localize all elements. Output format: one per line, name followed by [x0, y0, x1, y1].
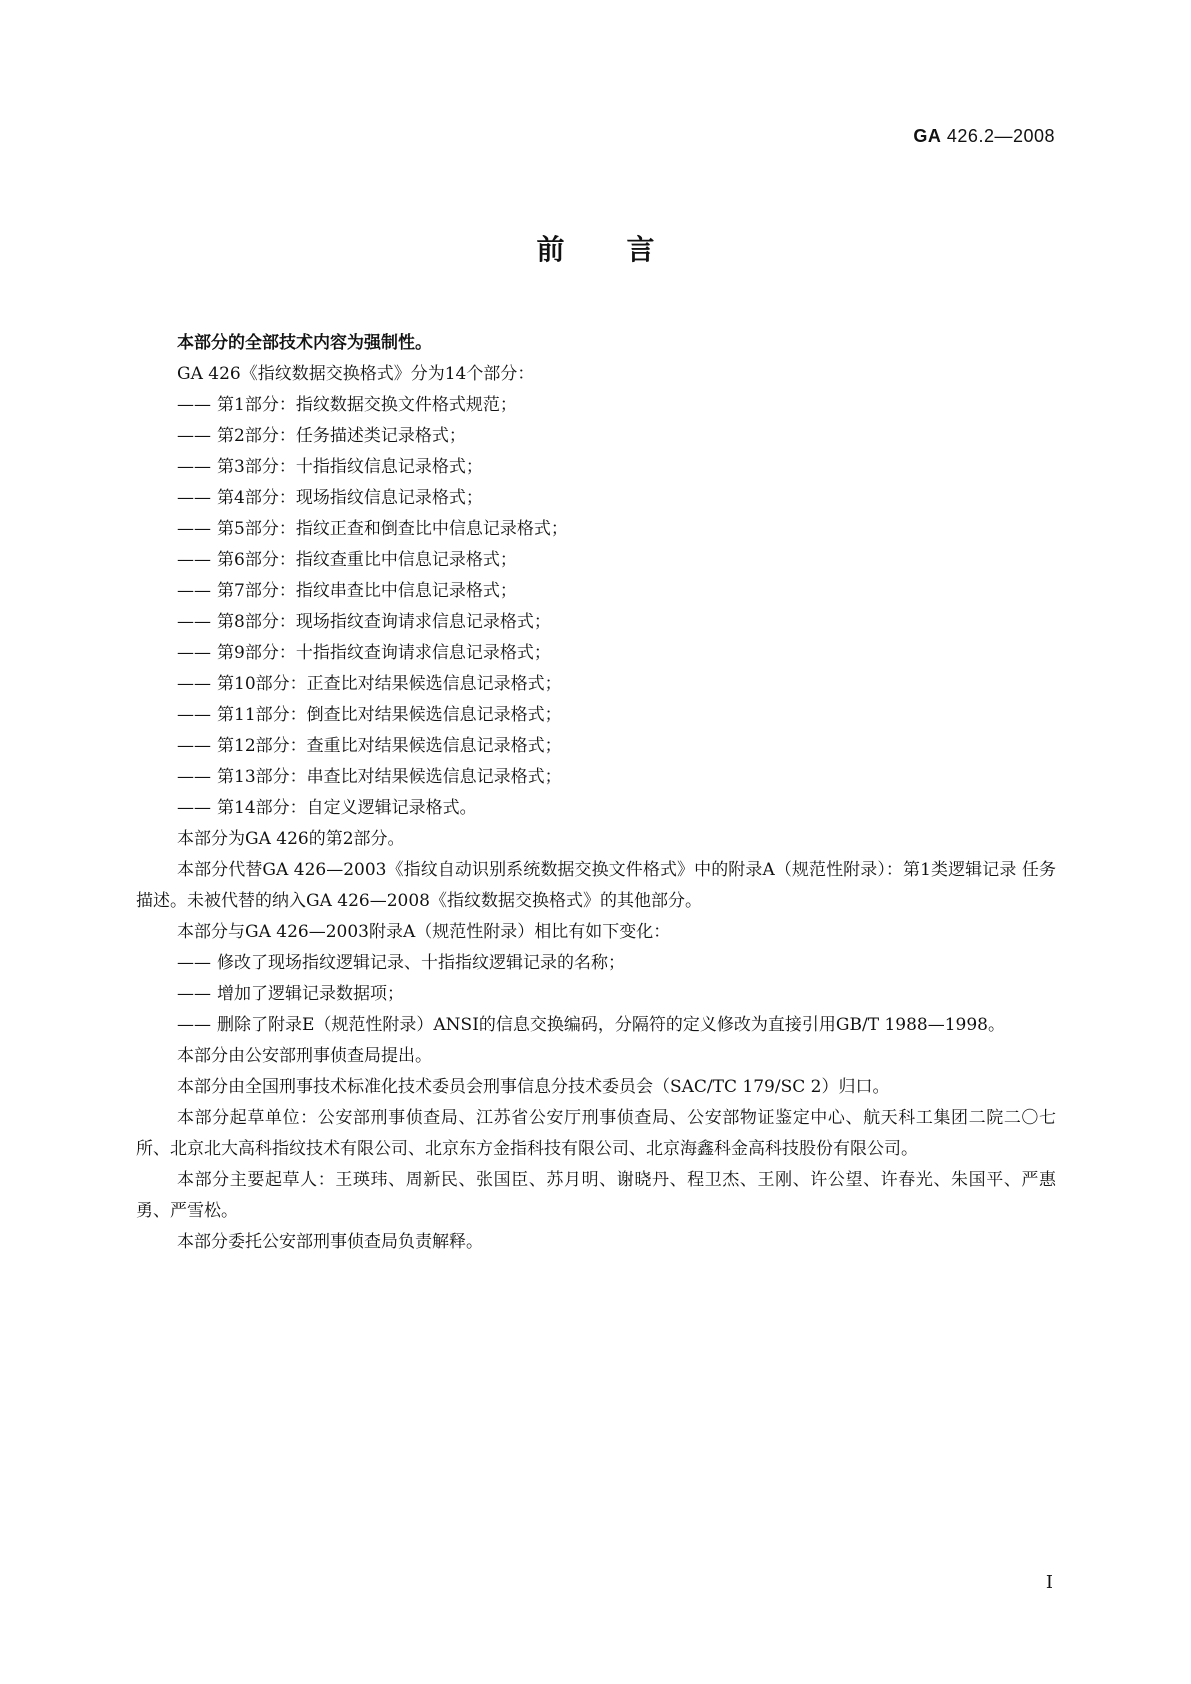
paragraph: 本部分与GA 426—2003附录A（规范性附录）相比有如下变化： — [177, 922, 671, 942]
list-item-text: 第12部分：查重比对结果候选信息记录格式； — [217, 736, 562, 756]
dash-marker: —— — [177, 488, 211, 508]
list-item — [136, 979, 1056, 1010]
list-item-text: 第13部分：串查比对结果候选信息记录格式； — [217, 767, 562, 787]
list-item-text: 第14部分：自定义逻辑记录格式。 — [217, 798, 477, 818]
list-item — [136, 576, 1056, 607]
paragraph: 本部分委托公安部刑事侦查局负责解释。 — [177, 1232, 483, 1252]
list-item-text: 删除了附录E（规范性附录）ANSI的信息交换编码，分隔符的定义修改为直接引用GB/T 1988—1998。 — [217, 1015, 1005, 1035]
dash-marker: —— — [177, 767, 211, 787]
list-item — [136, 483, 1056, 514]
paragraph: GA 426《指纹数据交换格式》分为14个部分： — [177, 364, 535, 384]
dash-marker: —— — [177, 736, 211, 756]
standard-number: 426.2—2008 — [941, 126, 1055, 146]
paragraph: 本部分为GA 426的第2部分。 — [177, 829, 405, 849]
list-item — [136, 700, 1056, 731]
list-item — [136, 452, 1056, 483]
dash-marker: —— — [177, 395, 211, 415]
list-item — [136, 607, 1056, 638]
list-item-text: 第10部分：正查比对结果候选信息记录格式； — [217, 674, 562, 694]
list-item — [136, 948, 1056, 979]
paragraph: 本部分起草单位：公安部刑事侦查局、江苏省公安厅刑事侦查局、公安部物证鉴定中心、航天科工集团二院二〇七所、北京北大高科指纹技术有限公司、北京东方金指科技有限公司、北京海鑫科金高科技股份有限公司。 — [136, 1108, 1056, 1159]
dash-marker: —— — [177, 581, 211, 601]
dash-marker: —— — [177, 705, 211, 725]
list-item — [136, 793, 1056, 824]
dash-marker: —— — [177, 953, 211, 973]
list-item — [136, 390, 1056, 421]
standard-code-header — [913, 126, 1055, 147]
list-item-text: 第3部分：十指指纹信息记录格式； — [217, 457, 483, 477]
list-item — [136, 421, 1056, 452]
list-item-text: 第5部分：指纹正查和倒查比中信息记录格式； — [217, 519, 568, 539]
list-item — [136, 545, 1056, 576]
dash-marker: —— — [177, 550, 211, 570]
dash-marker: —— — [177, 1015, 211, 1035]
dash-marker: —— — [177, 519, 211, 539]
list-item — [136, 1010, 1056, 1041]
list-item-text: 第6部分：指纹查重比中信息记录格式； — [217, 550, 517, 570]
list-item — [136, 731, 1056, 762]
page-title: 前言 — [536, 233, 717, 266]
list-item — [136, 514, 1056, 545]
list-item-text: 增加了逻辑记录数据项； — [217, 984, 404, 1004]
list-item — [136, 762, 1056, 793]
dash-marker: —— — [177, 798, 211, 818]
list-item-text: 第2部分：任务描述类记录格式； — [217, 426, 466, 446]
foreword-body — [136, 328, 1056, 1258]
list-item-text: 第7部分：指纹串查比中信息记录格式； — [217, 581, 517, 601]
list-item-text: 第8部分：现场指纹查询请求信息记录格式； — [217, 612, 551, 632]
list-item-text: 第1部分：指纹数据交换文件格式规范； — [217, 395, 517, 415]
mandatory-statement: 本部分的全部技术内容为强制性。 — [177, 333, 432, 353]
list-item — [136, 638, 1056, 669]
list-item-text: 第9部分：十指指纹查询请求信息记录格式； — [217, 643, 551, 663]
paragraph: 本部分代替GA 426—2003《指纹自动识别系统数据交换文件格式》中的附录A（规范性附录）：第1类逻辑记录 任务描述。未被代替的纳入GA 426—2008《指纹数据交换格式》的其他部分。 — [136, 860, 1056, 911]
dash-marker: —— — [177, 612, 211, 632]
paragraph: 本部分由全国刑事技术标准化技术委员会刑事信息分技术委员会（SAC/TC 179/SC 2）归口。 — [177, 1077, 890, 1097]
dash-marker: —— — [177, 674, 211, 694]
dash-marker: —— — [177, 643, 211, 663]
dash-marker: —— — [177, 457, 211, 477]
paragraph: 本部分由公安部刑事侦查局提出。 — [177, 1046, 432, 1066]
page-number: I — [1045, 1572, 1053, 1593]
dash-marker: —— — [177, 426, 211, 446]
list-item-text: 修改了现场指纹逻辑记录、十指指纹逻辑记录的名称； — [217, 953, 625, 973]
dash-marker: —— — [177, 984, 211, 1004]
list-item-text: 第11部分：倒查比对结果候选信息记录格式； — [217, 705, 562, 725]
list-item-text: 第4部分：现场指纹信息记录格式； — [217, 488, 483, 508]
list-item — [136, 669, 1056, 700]
paragraph: 本部分主要起草人：王瑛玮、周新民、张国臣、苏月明、谢晓丹、程卫杰、王刚、许公望、许春光、朱国平、严惠勇、严雪松。 — [136, 1170, 1056, 1221]
standard-prefix: GA — [913, 126, 942, 146]
